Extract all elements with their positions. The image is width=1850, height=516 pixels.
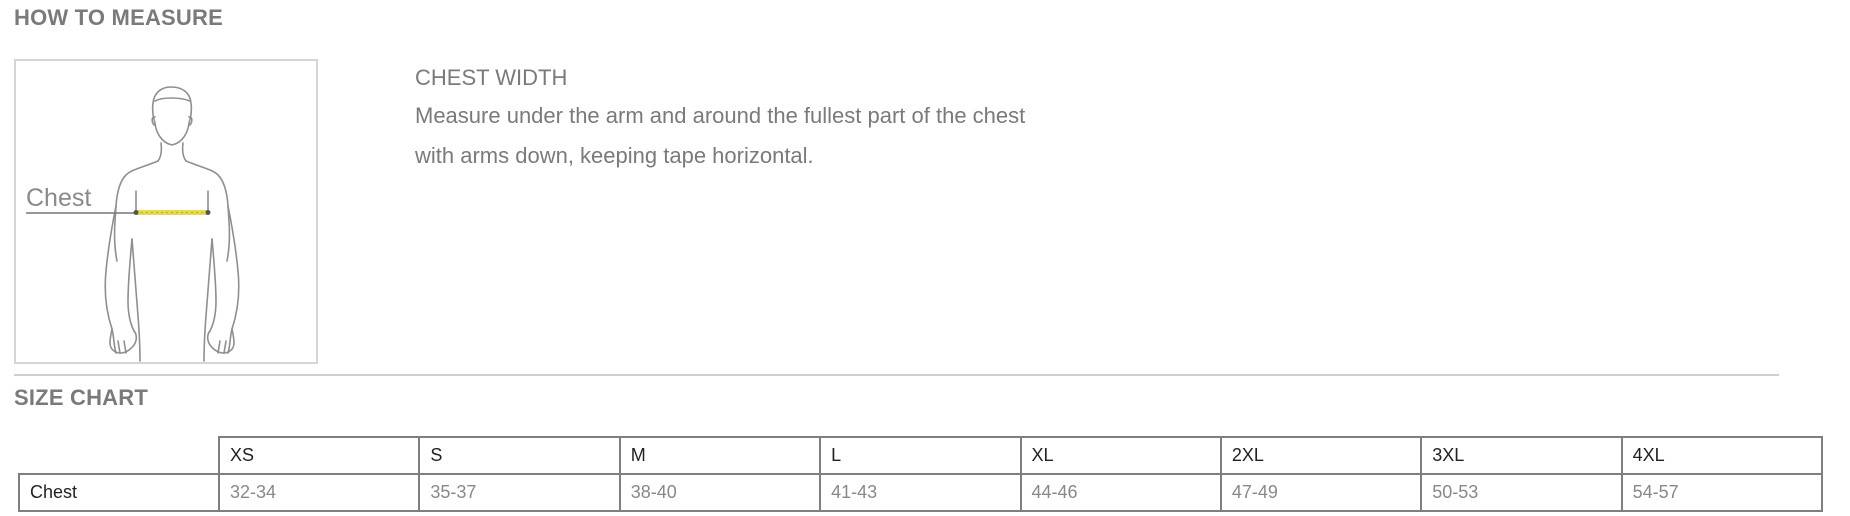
size-header-cell: XS bbox=[219, 437, 419, 474]
body-measurement-figure bbox=[14, 59, 318, 364]
size-header-cell: XL bbox=[1021, 437, 1221, 474]
row-label-cell: Chest bbox=[19, 474, 219, 511]
body-outline-illustration bbox=[16, 61, 316, 362]
size-value-cell: 50-53 bbox=[1421, 474, 1621, 511]
size-chart-heading: SIZE CHART bbox=[14, 385, 148, 410]
size-value-cell: 32-34 bbox=[219, 474, 419, 511]
size-header-cell: S bbox=[419, 437, 619, 474]
size-value-cell: 41-43 bbox=[820, 474, 1020, 511]
table-corner-cell bbox=[19, 437, 219, 474]
size-header-cell: L bbox=[820, 437, 1020, 474]
size-header-cell: M bbox=[620, 437, 820, 474]
section-divider bbox=[14, 374, 1779, 376]
size-header-cell: 3XL bbox=[1421, 437, 1621, 474]
size-value-cell: 54-57 bbox=[1622, 474, 1822, 511]
measure-description: Measure under the arm and around the fullest part of the chest with arms down, keeping tape horizontal. bbox=[415, 103, 1026, 168]
how-to-measure-heading: HOW TO MEASURE bbox=[14, 5, 223, 30]
size-header-row bbox=[19, 437, 1822, 474]
table-row bbox=[19, 474, 1822, 511]
chest-figure-label: Chest bbox=[26, 184, 92, 212]
size-value-cell: 44-46 bbox=[1021, 474, 1221, 511]
measure-instructions bbox=[415, 62, 1115, 176]
size-value-cell: 47-49 bbox=[1221, 474, 1421, 511]
size-header-cell: 4XL bbox=[1622, 437, 1822, 474]
size-value-cell: 35-37 bbox=[419, 474, 619, 511]
measure-title: CHEST WIDTH bbox=[415, 65, 568, 90]
size-header-cell: 2XL bbox=[1221, 437, 1421, 474]
size-value-cell: 38-40 bbox=[620, 474, 820, 511]
size-chart-table bbox=[18, 436, 1823, 512]
